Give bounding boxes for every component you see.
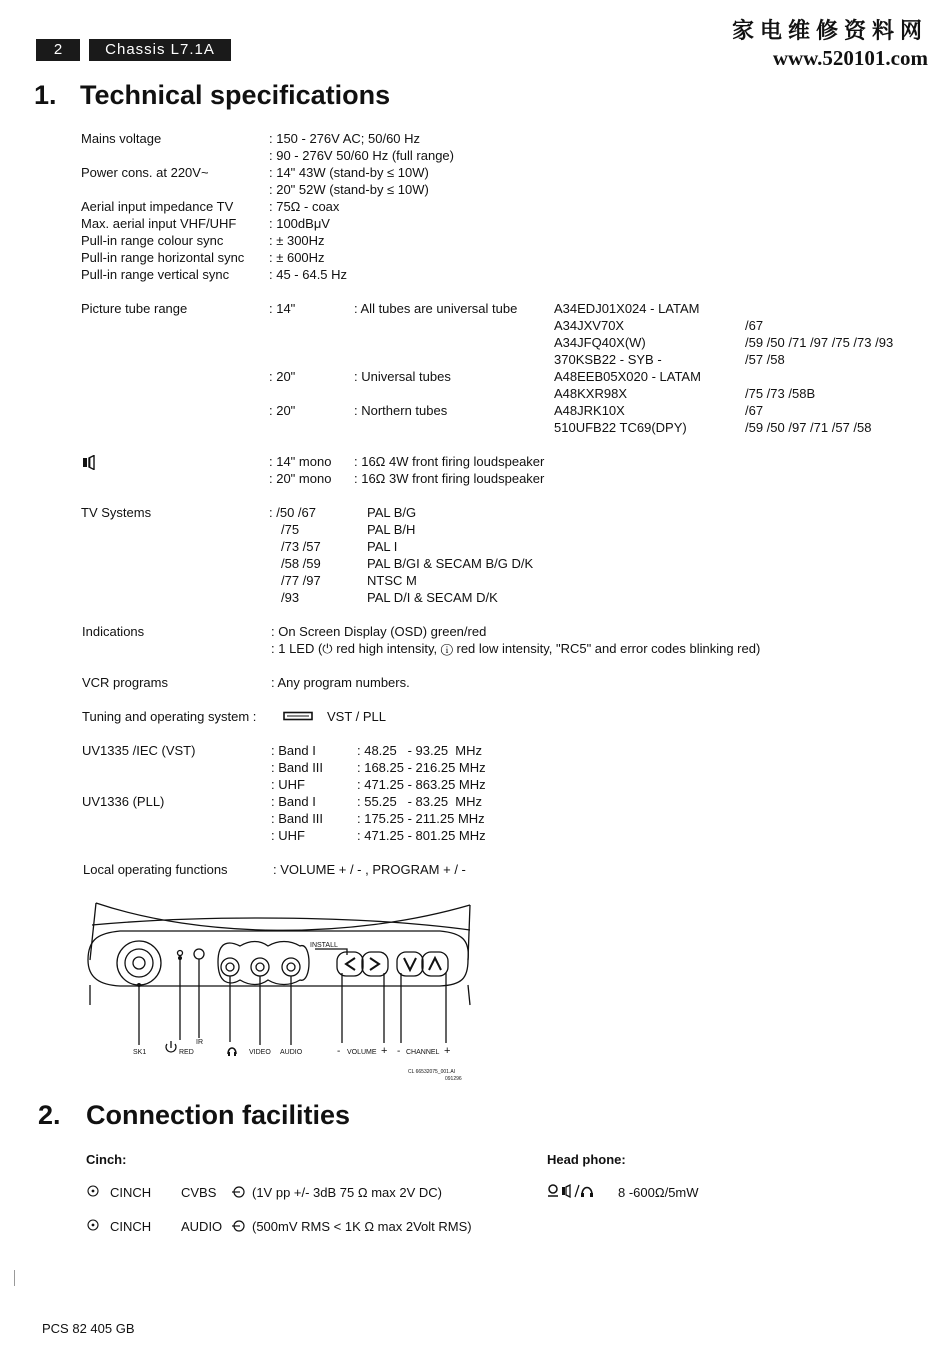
headphone-icon (547, 1184, 595, 1198)
local-functions-value: : VOLUME + / - , PROGRAM + / - (273, 862, 466, 877)
tuner-icon (283, 711, 313, 721)
picture-tube-label: Picture tube range (81, 301, 188, 316)
volume-label: VOLUME (347, 1049, 377, 1056)
tube-type: : All tubes are universal tube (354, 301, 518, 316)
tv-system-versions: /73 /57 (281, 539, 321, 554)
margin-mark (14, 1270, 15, 1286)
tuner-range: : 471.25 - 863.25 MHz (357, 777, 486, 792)
tv-system-standard: PAL B/H (367, 522, 416, 537)
spec-value: : ± 300Hz (269, 233, 325, 248)
tube-model: A48EEB05X020 - LATAM (554, 369, 701, 384)
tuner-band: : UHF (271, 828, 305, 843)
tube-size: : 14" (269, 301, 296, 316)
tube-versions: /57 /58 (745, 352, 785, 367)
tube-model: 370KSB22 - SYB - (554, 352, 662, 367)
tuner-band: : Band I (271, 743, 316, 758)
spec-label: Pull-in range vertical sync (81, 267, 230, 282)
indications-line: : 1 LED (⏻ red high intensity, ⓘ red low intensity, "RC5" and error codes blinking red) (271, 641, 761, 656)
channel-minus: - (397, 1046, 401, 1057)
drawing-ref: CL 66532075_001.AI (408, 1069, 456, 1075)
front-panel-diagram (0, 890, 942, 1090)
tv-system-versions: : /50 /67 (269, 505, 316, 520)
tv-system-standard: PAL B/G (367, 505, 417, 520)
speaker-desc: : 16Ω 3W front firing loudspeaker (354, 471, 545, 486)
tube-model: A48KXR98X (554, 386, 627, 401)
sk1-label: SK1 (133, 1049, 147, 1056)
vcr-label: VCR programs (82, 675, 168, 690)
tube-size: : 20" (269, 369, 296, 384)
footer-code: PCS 82 405 GB (42, 1321, 135, 1336)
tuner-band: : Band I (271, 794, 316, 809)
tuner-range: : 168.25 - 216.25 MHz (357, 760, 486, 775)
speaker-desc: : 16Ω 4W front firing loudspeaker (354, 454, 545, 469)
headphone-heading: Head phone: (547, 1152, 626, 1167)
vcr-value: : Any program numbers. (271, 675, 410, 690)
tv-system-versions: /93 (281, 590, 300, 605)
channel-label: CHANNEL (406, 1049, 440, 1056)
spec-label: Mains voltage (81, 131, 162, 146)
tuner-range: : 55.25 - 83.25 MHz (357, 794, 483, 809)
tv-system-standard: PAL D/I & SECAM D/K (367, 590, 498, 605)
tube-size: : 20" (269, 403, 296, 418)
spec-value: : 150 - 276V AC; 50/60 Hz (269, 131, 421, 146)
indications-label: Indications (82, 624, 145, 639)
local-functions-label: Local operating functions (83, 862, 228, 877)
spec-value: : 90 - 276V 50/60 Hz (full range) (269, 148, 454, 163)
input-arrow-icon (232, 1220, 246, 1232)
install-label: INSTALL (310, 942, 338, 949)
spec-label: Pull-in range colour sync (81, 233, 224, 248)
spec-label: Max. aerial input VHF/UHF (81, 216, 237, 231)
tuner-range: : 471.25 - 801.25 MHz (357, 828, 486, 843)
tube-model: A34JFQ40X(W) (554, 335, 646, 350)
speaker-size: : 20" mono (269, 471, 332, 486)
spec-value: : 20" 52W (stand-by ≤ 10W) (269, 182, 429, 197)
cinch-signal: CVBS (181, 1185, 217, 1200)
section1-title: Technical specifications (80, 80, 391, 110)
spec-label: Pull-in range horizontal sync (81, 250, 245, 265)
indications-line: : On Screen Display (OSD) green/red (271, 624, 487, 639)
ir-label: IR (196, 1039, 203, 1046)
video-label: VIDEO (249, 1049, 271, 1056)
tv-system-standard: PAL I (367, 539, 398, 554)
section2-number: 2. (38, 1100, 61, 1130)
tuner-range: : 175.25 - 211.25 MHz (357, 811, 485, 826)
spec-value: : 45 - 64.5 Hz (269, 267, 348, 282)
tube-versions: /75 /73 /58B (745, 386, 816, 401)
input-arrow-icon (232, 1186, 246, 1198)
tv-systems-label: TV Systems (81, 505, 152, 520)
section1-number: 1. (34, 80, 57, 110)
tube-model: 510UFB22 TC69(DPY) (554, 420, 687, 435)
headphone-spec: 8 -600Ω/5mW (618, 1185, 699, 1200)
volume-plus: + (381, 1045, 388, 1057)
spec-value: : 14" 43W (stand-by ≤ 10W) (269, 165, 429, 180)
tv-system-versions: /77 /97 (281, 573, 321, 588)
cinch-name: CINCH (110, 1219, 152, 1234)
tuner-band: : UHF (271, 777, 305, 792)
tuning-value: VST / PLL (327, 709, 387, 724)
cinch-spec: (500mV RMS < 1K Ω max 2Volt RMS) (252, 1219, 472, 1234)
cinch-signal: AUDIO (181, 1219, 223, 1234)
tube-versions: /67 (745, 318, 764, 333)
red-label: RED (179, 1049, 194, 1056)
tuner-name: UV1335 /IEC (VST) (82, 743, 196, 758)
section2-title: Connection facilities (86, 1100, 351, 1130)
loudspeaker-icon (82, 455, 100, 470)
cinch-spec: (1V pp +/- 3dB 75 Ω max 2V DC) (252, 1185, 442, 1200)
volume-minus: - (337, 1046, 341, 1057)
spec-value: : 100dBμV (269, 216, 330, 231)
tv-system-versions: /75 (281, 522, 300, 537)
speaker-size: : 14" mono (269, 454, 332, 469)
cinch-name: CINCH (110, 1185, 152, 1200)
tube-model: A48JRK10X (554, 403, 625, 418)
tuner-range: : 48.25 - 93.25 MHz (357, 743, 483, 758)
spec-value: : ± 600Hz (269, 250, 325, 265)
tube-versions: /59 /50 /97 /71 /57 /58 (745, 420, 872, 435)
spec-value: : 75Ω - coax (269, 199, 340, 214)
tuning-label: Tuning and operating system : (82, 709, 257, 724)
tube-versions: /67 (745, 403, 764, 418)
drawing-date: 091296 (445, 1076, 462, 1082)
tv-system-standard: PAL B/GI & SECAM B/G D/K (367, 556, 534, 571)
tube-model: A34JXV70X (554, 318, 625, 333)
cinch-heading: Cinch: (86, 1152, 127, 1167)
tuner-name: UV1336 (PLL) (82, 794, 165, 809)
audio-label: AUDIO (280, 1049, 303, 1056)
cinch-socket-icon (87, 1219, 99, 1231)
watermark-url: www.520101.com (772, 46, 928, 70)
chassis-label: Chassis L7.1A (89, 39, 231, 61)
tuner-band: : Band III (271, 760, 324, 775)
spec-label: Aerial input impedance TV (81, 199, 234, 214)
cinch-socket-icon (87, 1185, 99, 1197)
tube-type: : Universal tubes (354, 369, 451, 384)
tube-type: : Northern tubes (354, 403, 448, 418)
watermark-chinese: 家电维修资料网 (731, 18, 928, 44)
tv-system-standard: NTSC M (367, 573, 417, 588)
page-number: 2 (36, 39, 80, 61)
channel-plus: + (444, 1045, 451, 1057)
spec-label: Power cons. at 220V~ (81, 165, 209, 180)
tube-model: A34EDJ01X024 - LATAM (554, 301, 700, 316)
tv-system-versions: /58 /59 (281, 556, 321, 571)
tube-versions: /59 /50 /71 /97 /75 /73 /93 (745, 335, 894, 350)
tuner-band: : Band III (271, 811, 324, 826)
